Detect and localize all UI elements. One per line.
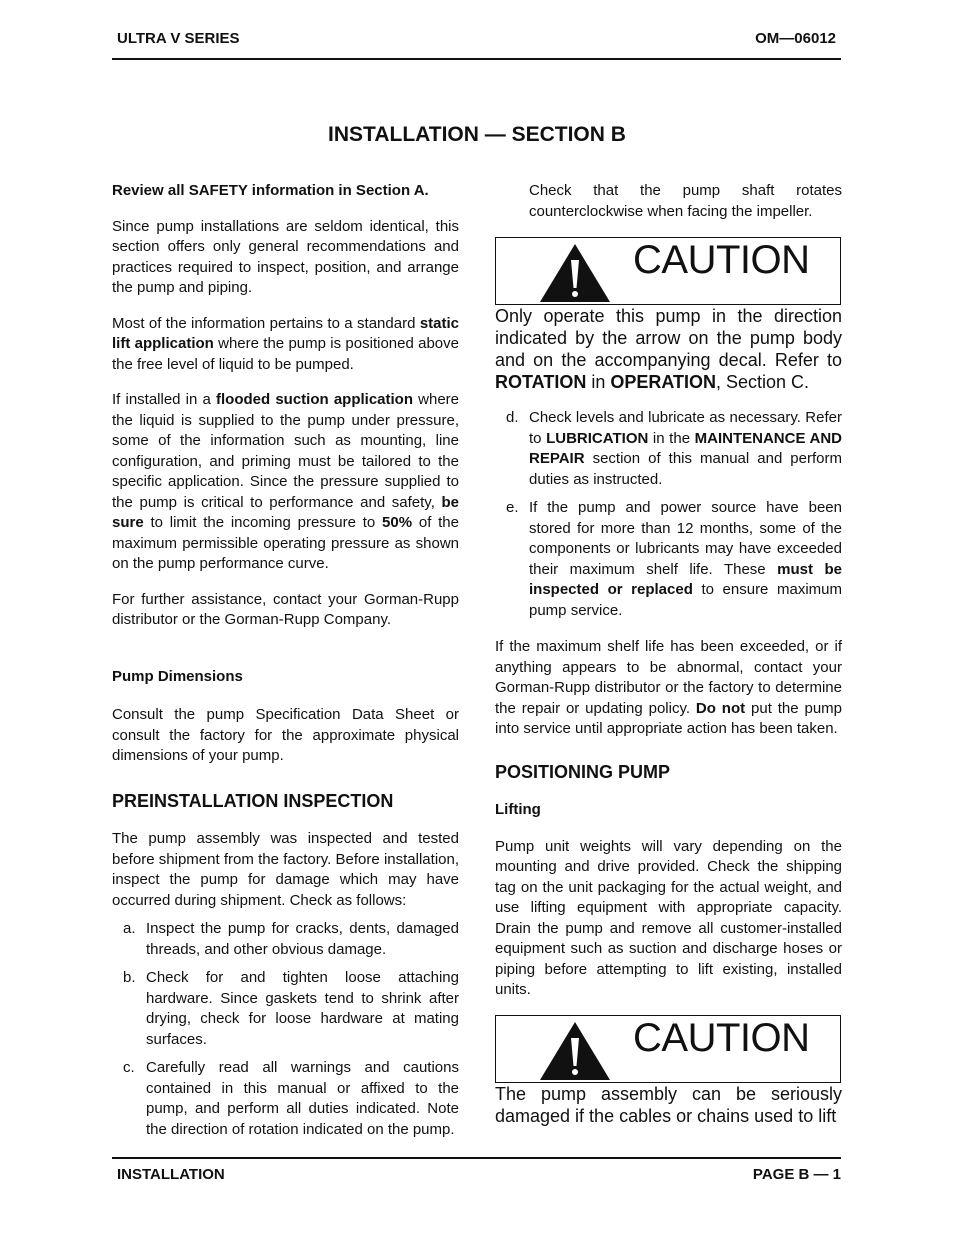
pump-dimensions-heading: Pump Dimensions [112, 667, 243, 685]
lifting-heading: Lifting [495, 801, 541, 818]
intro-paragraph: Since pump installations are seldom identical, this section offers only general recommendations and practices required to inspect, position, and arrange the pump and piping. [112, 217, 459, 296]
footer-rule [112, 1157, 841, 1159]
caution-2-text: The pump assembly can be seriously damaged if the cables or chains used to lift [495, 1083, 842, 1126]
flooded-suction-paragraph: If installed in a flooded suction application where the liquid is supplied to the pump under pressure, some of the information such as mounting, line configuration, and priming must be tailored to the specific application. Since the pressure supplied to the pump is critical to performance and safety, be sure to limit the incoming pressure to 50% of the maximum permissible operating pressure as shown on the pump performance curve. [112, 391, 460, 572]
caution-label: CAUTION [633, 238, 810, 282]
list-item: d. Check levels and lubricate as necessary. Refer to LUBRICATION in the MAINTENANCE AND REPAIR section of this manual and perform duties as instructed. [506, 409, 842, 488]
right-column [495, 181, 842, 1142]
list-item: c. Carefully read all warnings and cautions contained in this manual or affixed to the pump, and perform all duties indicated. Note the direction of rotation indicated on the pump. [123, 1059, 459, 1138]
review-note: Review all SAFETY information in Section A. [112, 182, 429, 199]
page-title: INSTALLATION — SECTION B [328, 123, 626, 146]
footer-section: INSTALLATION [117, 1166, 225, 1183]
assistance-paragraph: For further assistance, contact your Gorman-Rupp distributor or the Gorman-Rupp Company. [112, 590, 459, 628]
static-lift-paragraph: Most of the information pertains to a standard static lift application where the pump is positioned above the free level of liquid to be pumped. [112, 314, 459, 373]
header-doc-number: OM—06012 [755, 30, 836, 47]
preinstallation-text: The pump assembly was inspected and tested before shipment from the factory. Before installation, inspect the pump for damage which may have occurred during shipment. Check as follows: [112, 830, 459, 909]
left-column [112, 181, 459, 1148]
warning-triangle-icon [538, 1020, 612, 1082]
list-item: a. Inspect the pump for cracks, dents, damaged threads, and other obvious damage. [123, 920, 459, 958]
list-item: b. Check for and tighten loose attaching hardware. Since gaskets tend to shrink after drying, check for loose hardware at mating surfaces. [123, 969, 459, 1048]
header-rule [112, 58, 841, 60]
positioning-heading: POSITIONING PUMP [495, 761, 671, 782]
lifting-text: Pump unit weights will vary depending on the mounting and drive provided. Check the shipping tag on the unit packaging for the actual weight, and use lifting equipment with appropriate capacity. Drain the pump and remove all customer-installed equipment such as suction and discharge hoses or piping before attempting to lift existing, installed units. [495, 837, 842, 998]
warning-triangle-icon [538, 242, 612, 304]
caution-label: CAUTION [633, 1015, 810, 1060]
caution-1-text: Only operate this pump in the direction indicated by the arrow on the pump body and on the accompanying decal. Refer to ROTATION in OPERATION, Section C. [495, 306, 842, 392]
header-series: ULTRA V SERIES [117, 30, 240, 47]
list-item: e. If the pump and power source have been stored for more than 12 months, some of the components or lubricants may have exceeded their maximum shelf life. These must be inspected or replaced to ensure maximum pump service. [506, 499, 843, 619]
caution-box-1 [495, 237, 841, 305]
rotation-check-text: Check that the pump shaft rotates counterclockwise when facing the impeller. [529, 182, 842, 220]
caution-box-2 [495, 1015, 841, 1083]
pump-dimensions-text: Consult the pump Specification Data Sheet or consult the factory for the approximate physical dimensions of your pump. [112, 706, 459, 764]
inspection-list-continued [495, 408, 842, 621]
shelf-life-paragraph: If the maximum shelf life has been exceeded, or if anything appears to be abnormal, contact your Gorman-Rupp distributor or the factory to determine the repair or updating policy. Do not put the pump into service until appropriate action has been taken. [495, 638, 842, 737]
inspection-list [112, 919, 459, 1140]
preinstallation-heading: PREINSTALLATION INSPECTION [112, 790, 394, 811]
footer-page-number: PAGE B — 1 [752, 1166, 841, 1183]
